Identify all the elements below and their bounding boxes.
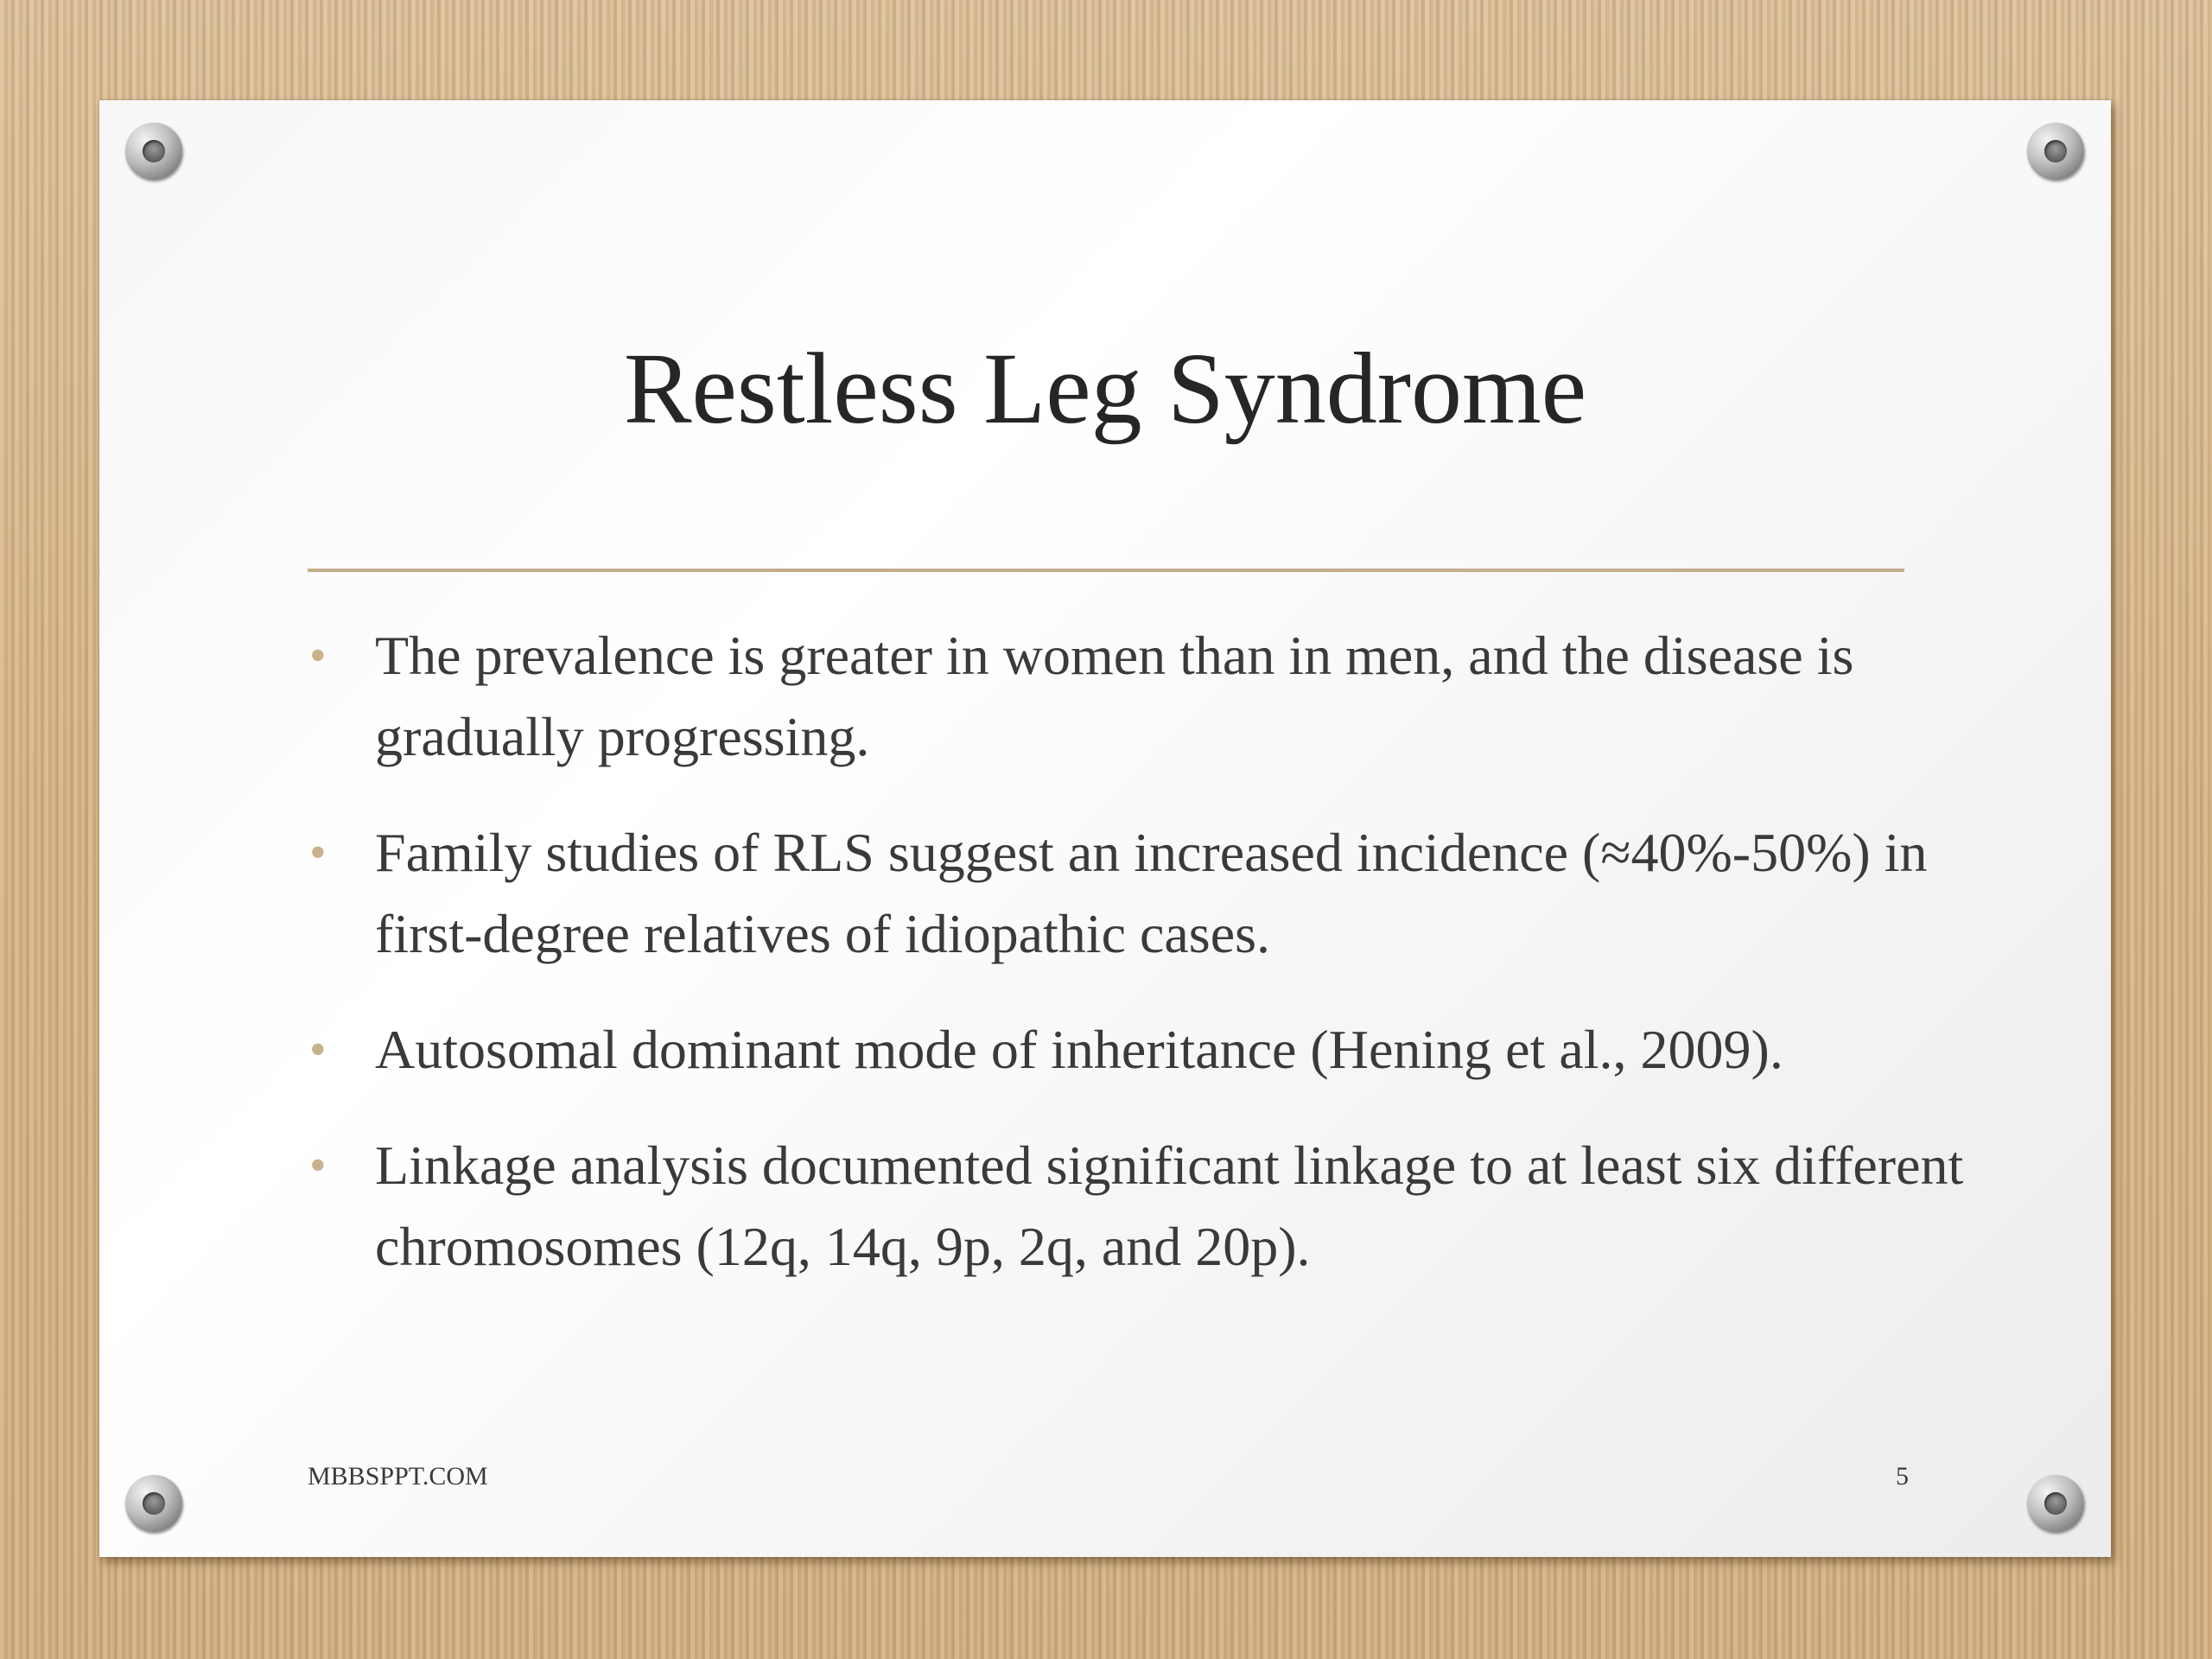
bullet-item — [308, 1009, 2001, 1090]
bullet-text: The prevalence is greater in women than in men, and the disease is gradually progressing. — [375, 625, 1854, 767]
footer-site-label: MBBSPPT.COM — [308, 1462, 488, 1491]
bullet-item — [308, 1125, 2001, 1287]
grommet-bottom-right-icon — [2027, 1475, 2084, 1532]
page-number: 5 — [1896, 1462, 1909, 1491]
slide-title: Restless Leg Syndrome — [623, 332, 1587, 445]
grommet-top-left-icon — [125, 123, 182, 180]
bullet-icon: • — [309, 826, 327, 880]
title-divider — [308, 569, 1904, 572]
slide-card — [99, 100, 2111, 1557]
bullet-list — [308, 615, 2001, 1322]
bullet-icon: • — [309, 1139, 327, 1192]
bullet-text: Family studies of RLS suggest an increased incidence (≈40%-50%) in first-degree relatives of idiopathic cases. — [375, 822, 1928, 964]
bullet-text: Linkage analysis documented significant linkage to at least six different chromosomes (12q, 14q, 9p, 2q, and 20p). — [375, 1135, 1964, 1277]
bullet-icon: • — [309, 1023, 327, 1077]
bullet-icon: • — [309, 629, 327, 683]
bullet-item — [308, 812, 2001, 975]
bullet-text: Autosomal dominant mode of inheritance (Hening et al., 2009). — [375, 1019, 1783, 1080]
grommet-top-right-icon — [2027, 123, 2084, 180]
bullet-item — [308, 615, 2001, 778]
grommet-bottom-left-icon — [125, 1475, 182, 1532]
